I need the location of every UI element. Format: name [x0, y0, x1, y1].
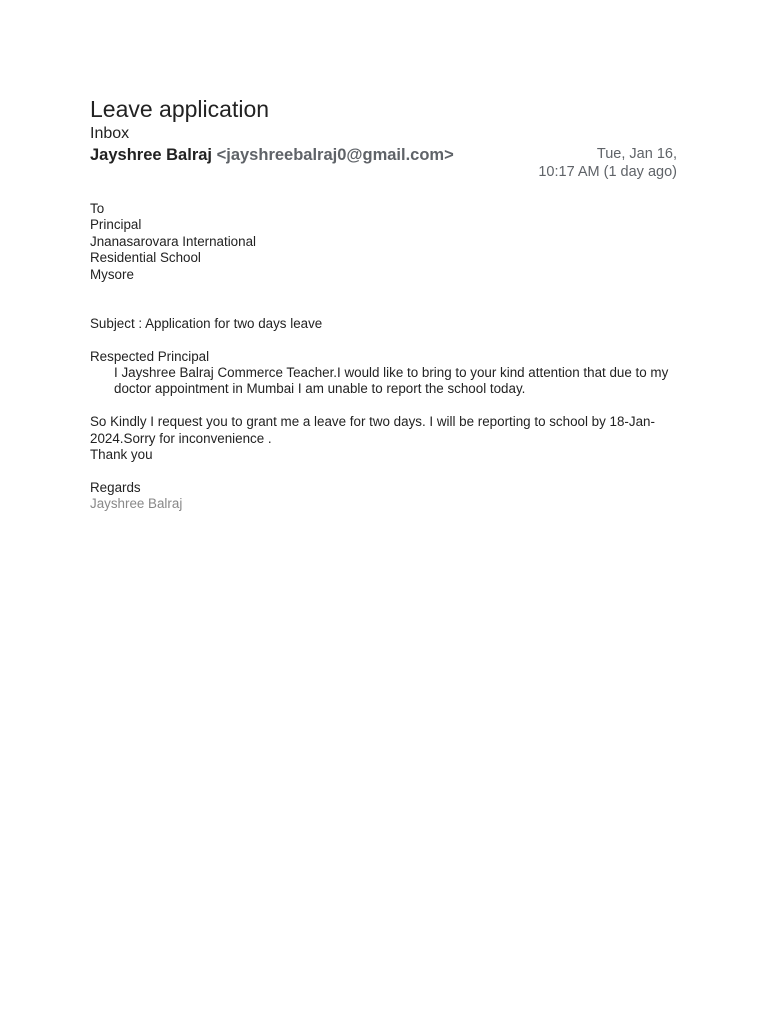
regards-line: Regards [90, 479, 141, 495]
recipient-line: Principal [90, 217, 142, 233]
sender-line [90, 146, 454, 165]
recipient-line: Jnanasarovara International [90, 233, 257, 249]
signature: Jayshree Balraj [90, 496, 183, 512]
email-subject-title: Leave application [90, 96, 270, 122]
recipient-line: Residential School [90, 250, 201, 266]
email-date [477, 145, 677, 181]
folder-label[interactable]: Inbox [90, 125, 130, 142]
body-paragraph-1: I Jayshree Balraj Commerce Teacher.I would like to bring to your kind attention that due to my doctor appointment in Mumbai I am unable to report the school today. [114, 365, 669, 397]
thanks-line: Thank you [90, 447, 153, 463]
date-line-1: Tue, Jan 16, [596, 146, 677, 162]
sender-email[interactable]: <jayshreebalraj0@gmail.com> [216, 146, 454, 164]
body-subject-line: Subject : Application for two days leave [90, 315, 323, 331]
body-paragraph-2: So Kindly I request you to grant me a leave for two days. I will be reporting to school by 18-Jan-2024.Sorry for inconvenience . [90, 414, 655, 446]
date-line-2: 10:17 AM (1 day ago) [538, 164, 677, 180]
sender-name[interactable]: Jayshree Balraj [90, 146, 213, 164]
recipient-line: Mysore [90, 266, 134, 282]
recipient-line: To [90, 201, 105, 216]
salutation: Respected Principal [90, 348, 210, 364]
email-body [90, 201, 680, 513]
